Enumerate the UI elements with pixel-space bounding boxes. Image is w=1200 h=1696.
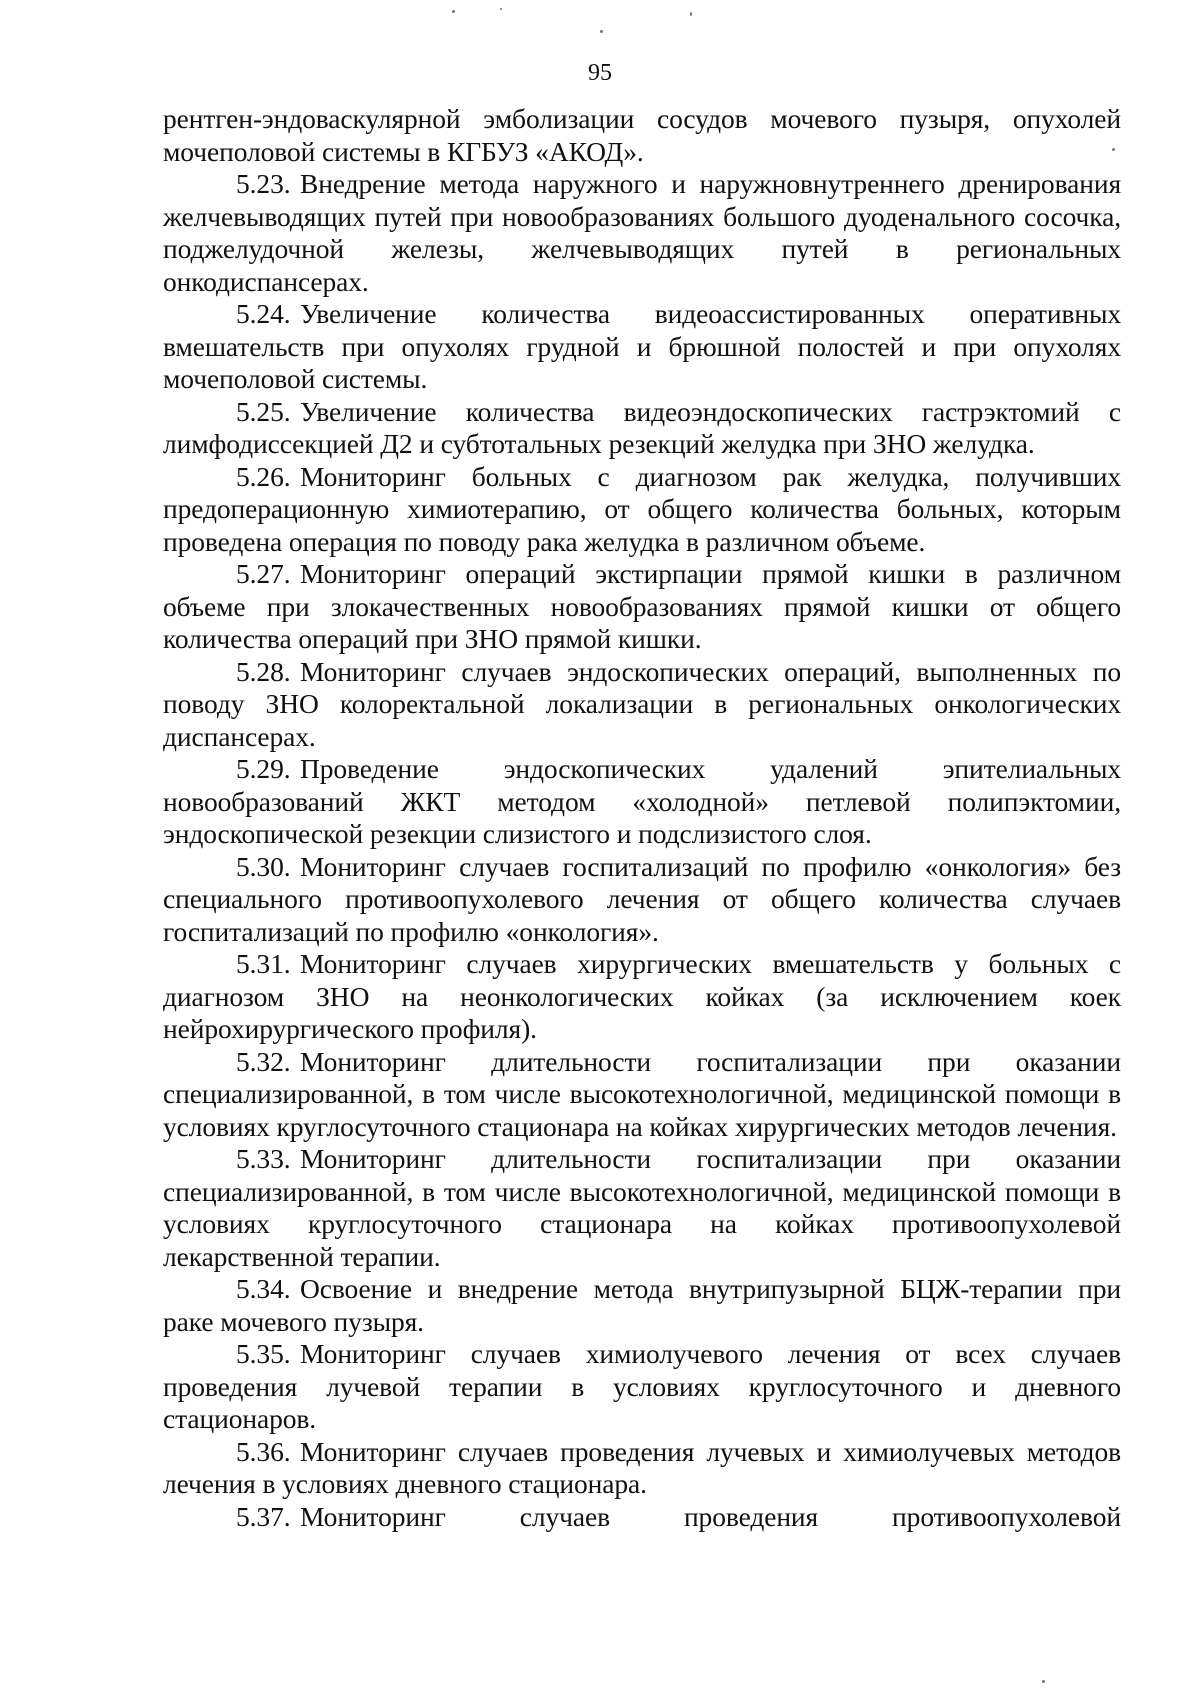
item-text: Мониторинг случаев госпитализаций по профилю «онкология» без специального противоопухолевого лечения от общего количества случаев госпитализаций по профилю «онкология». — [163, 850, 1121, 947]
item-number: 5.27. — [236, 558, 291, 589]
item-number: 5.34. — [236, 1273, 291, 1304]
list-item — [163, 396, 1121, 461]
continuation-paragraph: рентген-эндоваскулярной эмболизации сосудов мочевого пузыря, опухолей мочеполовой системы в КГБУЗ «АКОД». — [163, 103, 1121, 167]
item-text: Мониторинг случаев хирургических вмешательств у больных с диагнозом ЗНО на неонкологических койках (за исключением коек нейрохирургического профиля). — [163, 948, 1121, 1044]
item-text: Увеличение количества видеоэндоскопических гастрэктомий с лимфодиссекцией Д2 и субтотальных резекций желудка при ЗНО желудка. — [163, 395, 1121, 459]
item-number: 5.29. — [236, 753, 291, 784]
list-item — [163, 1046, 1121, 1144]
item-number: 5.25. — [236, 395, 291, 427]
item-text: Мониторинг длительности госпитализации при оказании специализированной, в том числе высокотехнологичной, медицинской помощи в условиях круглосуточного стационара на койках противоопухолевой лекарственной терапии. — [163, 1143, 1121, 1272]
list-item — [163, 948, 1121, 1046]
item-number: 5.28. — [236, 655, 291, 687]
scan-speck — [600, 30, 603, 33]
scan-speck — [1042, 1680, 1045, 1683]
item-number: 5.31. — [236, 948, 291, 979]
item-text: Мониторинг случаев проведения лучевых и химиолучевых методов лечения в условиях дневного стационара. — [163, 1435, 1121, 1499]
item-text: Мониторинг больных с диагнозом рак желудка, получивших предоперационную химиотерапию, от общего количества больных, которым проведена операция по поводу рака желудка в различном объеме. — [163, 460, 1121, 557]
item-number: 5.30. — [236, 850, 291, 882]
list-item — [163, 656, 1121, 754]
item-text: Внедрение метода наружного и наружновнутреннего дренирования желчевыводящих путей при новообразованиях большого дуоденального сосочка, поджелудочной железы, желчевыводящих путей в региональных онкодиспансерах. — [163, 168, 1121, 297]
item-number: 5.32. — [236, 1045, 291, 1077]
item-text: Мониторинг случаев химиолучевого лечения от всех случаев проведения лучевой терапии в условиях круглосуточного и дневного стационаров. — [163, 1338, 1121, 1434]
item-number: 5.36. — [236, 1435, 291, 1467]
item-text: Мониторинг случаев эндоскопических операций, выполненных по поводу ЗНО колоректальной локализации в региональных онкологических диспансерах. — [163, 655, 1121, 752]
list-item — [163, 1273, 1121, 1338]
list-item — [163, 461, 1121, 559]
item-number: 5.35. — [236, 1338, 291, 1369]
item-text: Мониторинг случаев проведения противоопухолевой — [300, 1500, 1121, 1532]
list-item — [163, 1501, 1121, 1534]
page-number: 95 — [588, 60, 612, 86]
item-number: 5.37. — [236, 1500, 291, 1532]
item-number: 5.24. — [236, 298, 291, 329]
item-text: Проведение эндоскопических удалений эпителиальных новообразований ЖКТ методом «холодной» петлевой полипэктомии, эндоскопической резекции слизистого и подслизистого слоя. — [163, 753, 1121, 849]
list-item — [163, 753, 1121, 851]
list-item — [163, 1143, 1121, 1273]
item-text: Мониторинг операций экстирпации прямой кишки в различном объеме при злокачественных новообразованиях прямой кишки от общего количества операций при ЗНО прямой кишки. — [163, 558, 1121, 654]
item-text: Освоение и внедрение метода внутрипузырной БЦЖ-терапии при раке мочевого пузыря. — [163, 1273, 1121, 1337]
document-body — [163, 103, 1121, 1533]
item-text: Увеличение количества видеоассистированных оперативных вмешательств при опухолях грудной и брюшной полостей и при опухолях мочеполовой системы. — [163, 298, 1121, 394]
list-item — [163, 168, 1121, 298]
item-number: 5.23. — [236, 168, 291, 199]
list-item — [163, 298, 1121, 396]
list-item — [163, 1436, 1121, 1501]
item-text: Мониторинг длительности госпитализации при оказании специализированной, в том числе высокотехнологичной, медицинской помощи в условиях круглосуточного стационара на койках хирургических методов лечения. — [163, 1045, 1121, 1142]
list-item — [163, 1338, 1121, 1436]
item-number: 5.33. — [236, 1143, 291, 1174]
scan-speck — [452, 10, 455, 13]
scan-speck — [500, 8, 502, 10]
item-number: 5.26. — [236, 460, 291, 492]
scan-speck — [690, 12, 692, 16]
list-item — [163, 851, 1121, 949]
list-item — [163, 558, 1121, 656]
